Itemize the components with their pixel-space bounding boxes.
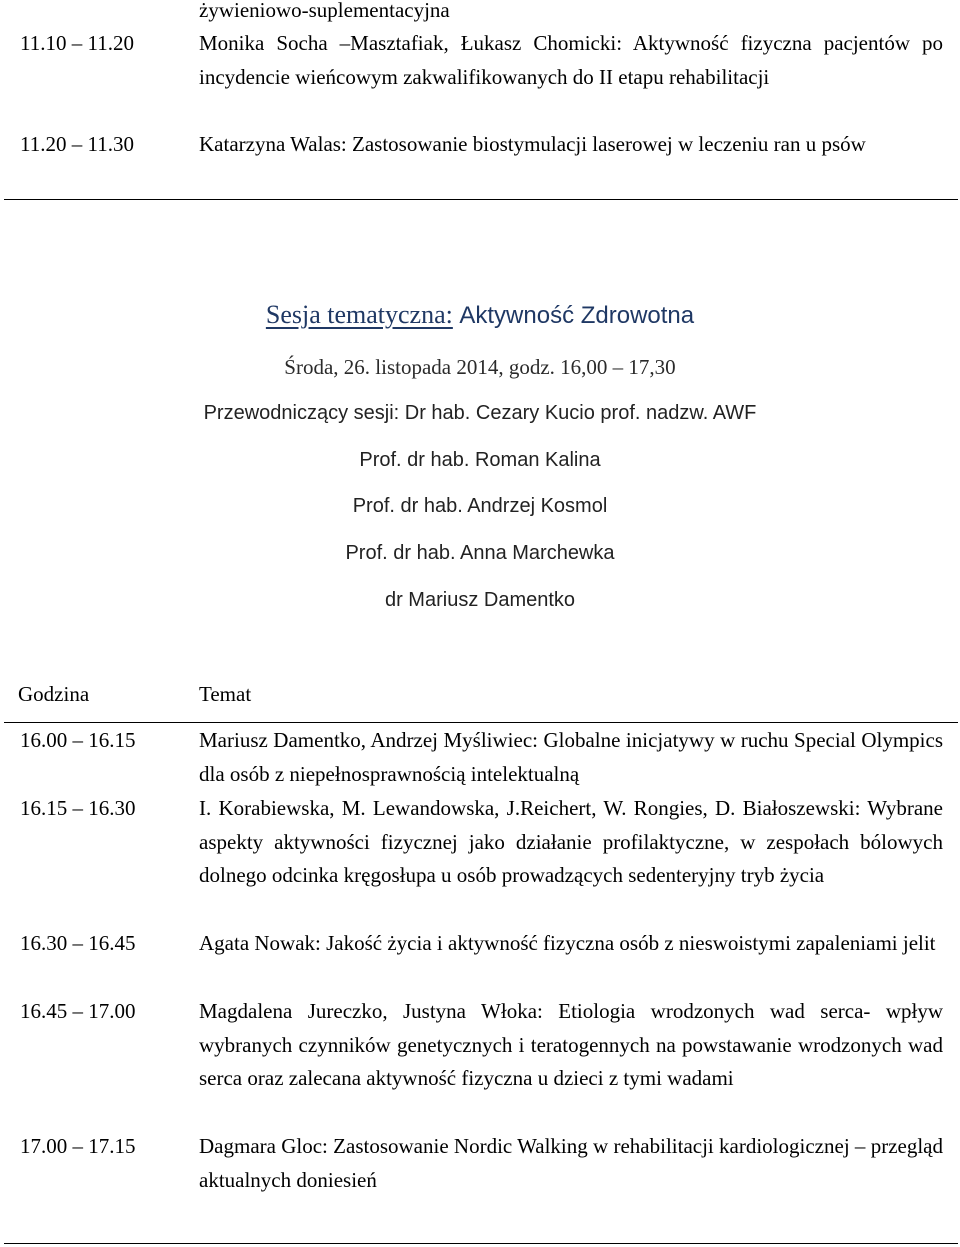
header-divider bbox=[4, 722, 958, 723]
row-topic: Magdalena Jureczko, Justyna Włoka: Etiologia wrodzonych wad serca- wpływ wybranych czynników genetycznych i teratogennych na powstawanie wrodzonych wad serca oraz zalecana aktywność fizyczna u dzieci z tymi wadami bbox=[199, 999, 943, 1090]
session-title bbox=[0, 298, 960, 333]
entry-topic: Katarzyna Walas: Zastosowanie biostymulacji laserowej w leczeniu ran u psów bbox=[199, 132, 866, 156]
session-member: dr Mariusz Damentko bbox=[384, 589, 576, 611]
row-topic: Dagmara Gloc: Zastosowanie Nordic Walking w rehabilitacji kardiologicznej – przegląd aktualnych doniesień bbox=[199, 1134, 943, 1192]
row-topic: I. Korabiewska, M. Lewandowska, J.Reichert, W. Rongies, D. Białoszewski: Wybrane aspekty aktywności fizycznej jako działanie profilaktyczne, w zespołach bólowych dolnego odcinka kręgosłupa u osób prowadzących sedenteryjny tryb życia bbox=[199, 796, 943, 887]
row-time: 16.30 – 16.45 bbox=[20, 931, 136, 955]
row-topic: Agata Nowak: Jakość życia i aktywność fizyczna osób z nieswoistymi zapaleniami jelit bbox=[199, 931, 936, 955]
session-member: Prof. dr hab. Anna Marchewka bbox=[345, 542, 615, 564]
session-title-label: Sesja tematyczna: bbox=[265, 300, 453, 329]
session-member: Prof. dr hab. Andrzej Kosmol bbox=[352, 495, 608, 517]
session-title-name: Aktywność Zdrowotna bbox=[459, 302, 695, 329]
footer-divider bbox=[4, 1243, 958, 1244]
row-time: 16.45 – 17.00 bbox=[20, 999, 136, 1023]
session-date: Środa, 26. listopada 2014, godz. 16,00 – 17,30 bbox=[284, 355, 676, 379]
continuation-text: żywieniowo-suplementacyjna bbox=[199, 0, 450, 22]
row-time: 17.00 – 17.15 bbox=[20, 1134, 136, 1158]
row-time: 16.00 – 16.15 bbox=[20, 728, 136, 752]
row-topic: Mariusz Damentko, Andrzej Myśliwiec: Globalne inicjatywy w ruchu Special Olympics dla osób z niepełnosprawnością intelektualną bbox=[199, 728, 943, 786]
entry-time: 11.20 – 11.30 bbox=[20, 132, 134, 156]
section-divider bbox=[4, 199, 958, 200]
column-header-time: Godzina bbox=[18, 682, 90, 706]
session-member: Prof. dr hab. Roman Kalina bbox=[359, 449, 601, 471]
row-time: 16.15 – 16.30 bbox=[20, 796, 136, 820]
column-header-topic: Temat bbox=[199, 682, 252, 706]
entry-topic: Monika Socha –Masztafiak, Łukasz Chomicki: Aktywność fizyczna pacjentów po incydencie wieńcowym zakwalifikowanych do II etapu rehabilitacji bbox=[199, 31, 943, 89]
entry-time: 11.10 – 11.20 bbox=[20, 31, 134, 55]
session-chair: Przewodniczący sesji: Dr hab. Cezary Kucio prof. nadzw. AWF bbox=[203, 402, 757, 424]
